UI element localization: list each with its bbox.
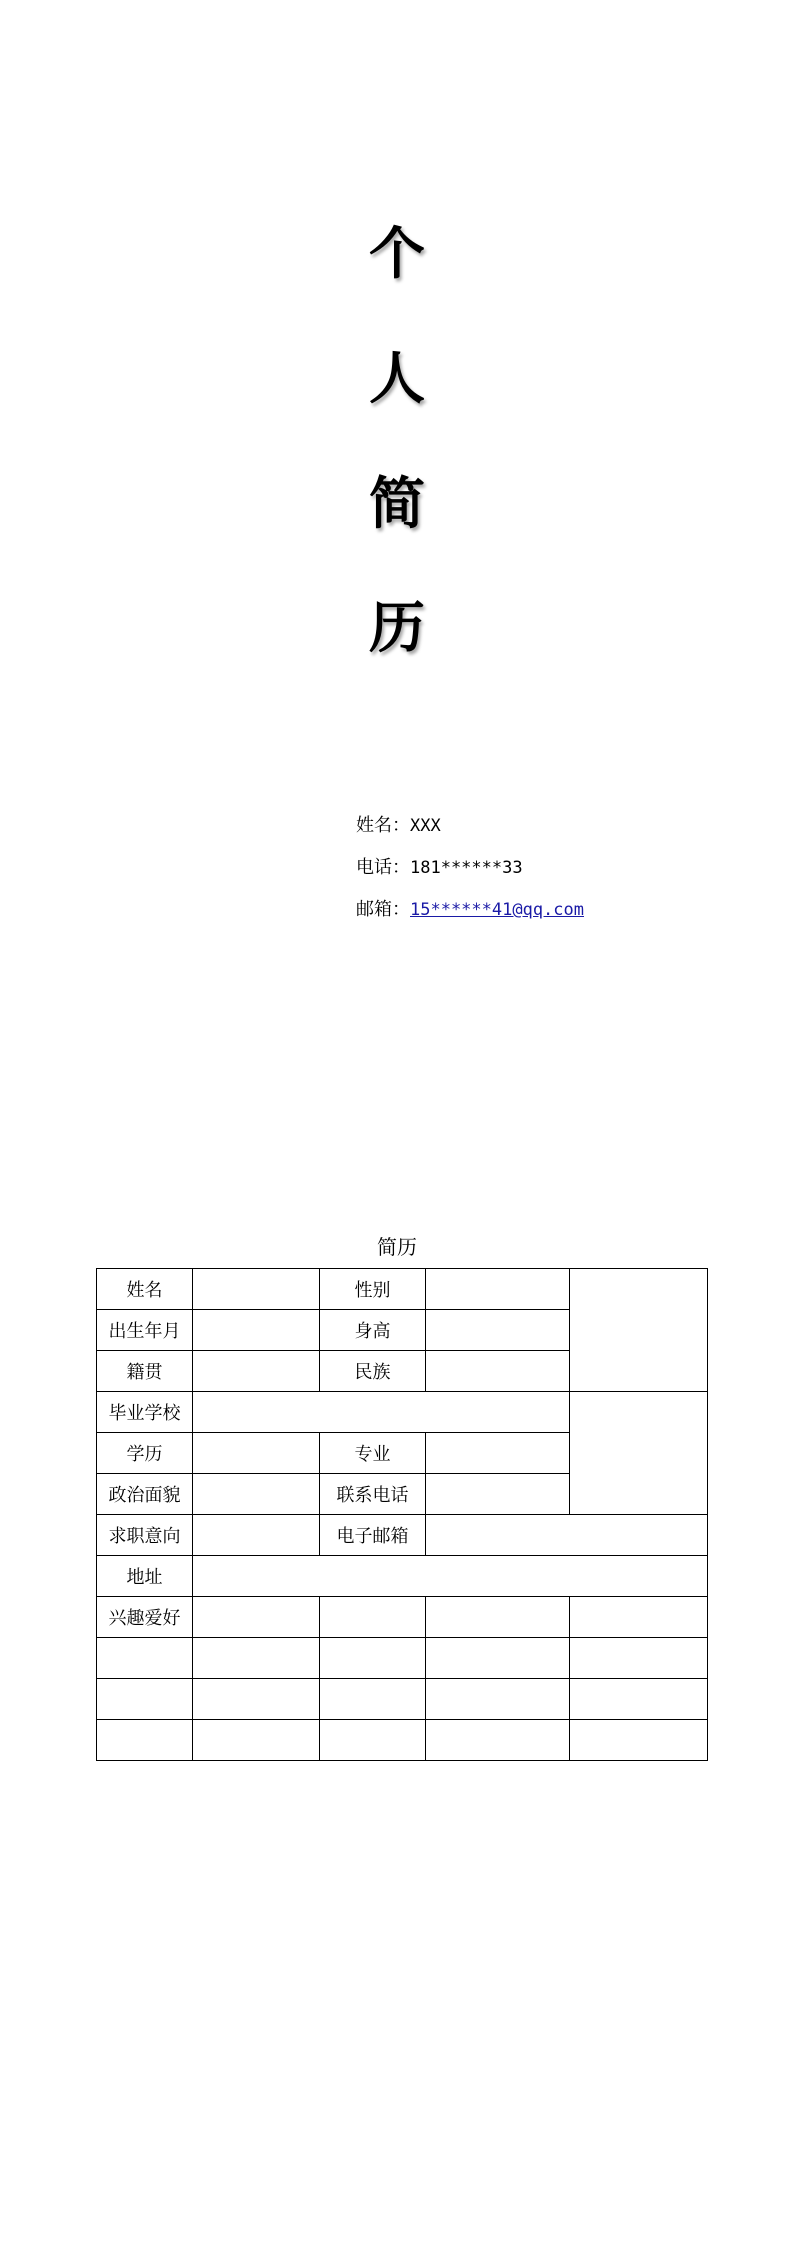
contact-info <box>356 812 584 938</box>
table-row <box>97 1556 708 1597</box>
birth-value-cell[interactable] <box>193 1310 320 1351</box>
height-value-cell[interactable] <box>426 1310 570 1351</box>
label-school: 毕业学校 <box>97 1392 193 1433</box>
contact-phone-label: 电话： <box>356 857 410 878</box>
extra-cell[interactable] <box>570 1392 708 1515</box>
contact-name-row <box>356 812 584 854</box>
label-address: 地址 <box>97 1556 193 1597</box>
education-value-cell[interactable] <box>193 1433 320 1474</box>
job-intention-value-cell[interactable] <box>193 1515 320 1556</box>
empty-cell[interactable] <box>426 1638 570 1679</box>
table-row <box>97 1392 708 1433</box>
label-political-status: 政治面貌 <box>97 1474 193 1515</box>
label-birth: 出生年月 <box>97 1310 193 1351</box>
label-hobbies: 兴趣爱好 <box>97 1597 193 1638</box>
table-row <box>97 1638 708 1679</box>
cover-title-char-3: 简 <box>369 472 425 537</box>
table-row <box>97 1269 708 1310</box>
empty-cell[interactable] <box>320 1679 426 1720</box>
hobbies-cell[interactable] <box>320 1597 426 1638</box>
empty-cell[interactable] <box>193 1720 320 1761</box>
empty-cell[interactable] <box>426 1720 570 1761</box>
label-job-intention: 求职意向 <box>97 1515 193 1556</box>
empty-cell[interactable] <box>570 1638 708 1679</box>
table-row <box>97 1720 708 1761</box>
empty-cell[interactable] <box>97 1679 193 1720</box>
empty-cell[interactable] <box>570 1679 708 1720</box>
table-row <box>97 1515 708 1556</box>
contact-phone-value: 181******33 <box>410 858 523 878</box>
label-height: 身高 <box>320 1310 426 1351</box>
photo-cell[interactable] <box>570 1269 708 1392</box>
contact-email-link[interactable]: 15******41@qq.com <box>410 900 584 920</box>
email-value-cell[interactable] <box>426 1515 708 1556</box>
empty-cell[interactable] <box>426 1679 570 1720</box>
empty-cell[interactable] <box>570 1720 708 1761</box>
cover-title-char-1: 个 <box>369 222 425 287</box>
native-place-value-cell[interactable] <box>193 1351 320 1392</box>
empty-cell[interactable] <box>320 1638 426 1679</box>
hobbies-cell[interactable] <box>193 1597 320 1638</box>
label-contact-phone: 联系电话 <box>320 1474 426 1515</box>
school-value-cell[interactable] <box>193 1392 570 1433</box>
hobbies-cell[interactable] <box>426 1597 570 1638</box>
name-value-cell[interactable] <box>193 1269 320 1310</box>
label-native-place: 籍贯 <box>97 1351 193 1392</box>
contact-phone-value-cell[interactable] <box>426 1474 570 1515</box>
table-row <box>97 1597 708 1638</box>
label-ethnicity: 民族 <box>320 1351 426 1392</box>
cover-title-char-4: 历 <box>369 596 425 661</box>
hobbies-cell[interactable] <box>570 1597 708 1638</box>
empty-cell[interactable] <box>97 1720 193 1761</box>
contact-phone-row <box>356 854 584 896</box>
empty-cell[interactable] <box>97 1638 193 1679</box>
contact-email-row <box>356 896 584 938</box>
empty-cell[interactable] <box>193 1679 320 1720</box>
label-email: 电子邮箱 <box>320 1515 426 1556</box>
contact-name-value: XXX <box>410 816 441 836</box>
contact-email-label: 邮箱： <box>356 899 410 920</box>
address-value-cell[interactable] <box>193 1556 708 1597</box>
label-major: 专业 <box>320 1433 426 1474</box>
label-gender: 性别 <box>320 1269 426 1310</box>
empty-cell[interactable] <box>320 1720 426 1761</box>
resume-table-caption: 简历 <box>377 1235 417 1259</box>
label-name: 姓名 <box>97 1269 193 1310</box>
label-education: 学历 <box>97 1433 193 1474</box>
political-status-value-cell[interactable] <box>193 1474 320 1515</box>
ethnicity-value-cell[interactable] <box>426 1351 570 1392</box>
empty-cell[interactable] <box>193 1638 320 1679</box>
cover-title-char-2: 人 <box>369 347 425 412</box>
contact-name-label: 姓名： <box>356 815 410 836</box>
gender-value-cell[interactable] <box>426 1269 570 1310</box>
major-value-cell[interactable] <box>426 1433 570 1474</box>
resume-table <box>96 1268 708 1761</box>
table-row <box>97 1679 708 1720</box>
